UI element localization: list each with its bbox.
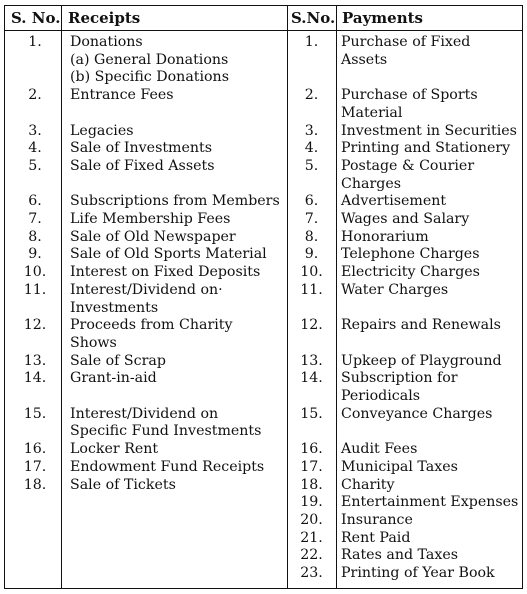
receipts-item-text: Sale of Old Newspaper [70, 228, 236, 245]
payments-row-number: 14. [300, 370, 323, 387]
payments-row-number: 6. [304, 193, 319, 210]
header-divider [5, 30, 522, 31]
payments-item-text: Rates and Taxes [341, 547, 459, 564]
payments-item-text: Conveyance Charges [341, 405, 493, 422]
receipts-item-text: Specific Fund Investments [70, 423, 262, 440]
payments-item-text: Upkeep of Playground [341, 352, 502, 369]
receipts-item-text: Sale of Tickets [70, 476, 176, 493]
receipts-item-text: Life Membership Fees [70, 211, 231, 227]
payments-row-number: 1. [304, 34, 319, 50]
receipts-item-text: Grant-in-aid [70, 370, 157, 387]
receipts-item-text: Proceeds from Charity [70, 317, 233, 334]
payments-row-number: 19. [300, 494, 323, 511]
payments-row-number: 23. [300, 565, 323, 581]
receipts-row-number: 3. [28, 122, 42, 139]
receipts-row-number: 9. [28, 246, 42, 263]
payments-row-number: 15. [300, 405, 323, 422]
receipts-row-number: 16. [23, 441, 47, 458]
payments-item-text: Audit Fees [341, 441, 418, 458]
receipts-item-text: Legacies [70, 122, 134, 139]
payments-item-text: Telephone Charges [341, 246, 480, 263]
payments-item-text: Purchase of Sports [341, 87, 478, 104]
header-receipts: Receipts [68, 9, 141, 27]
payments-row-number: 17. [300, 458, 323, 475]
payments-item-text: Entertainment Expenses [341, 494, 519, 511]
receipts-item-text: (a) General Donations [70, 51, 229, 68]
payments-item-text: Advertisement [341, 193, 447, 210]
payments-row-number: 20. [300, 511, 323, 528]
column-divider [61, 6, 62, 588]
payments-row-number: 18. [300, 476, 323, 493]
header-sno-payments: S.No. [291, 9, 336, 27]
receipts-row-number: 11. [23, 281, 47, 298]
payments-item-text: Wages and Salary [341, 211, 470, 227]
header-sno-receipts: S. No. [11, 9, 61, 27]
payments-row-number: 13. [300, 352, 323, 369]
payments-item-text: Insurance [341, 511, 413, 528]
receipts-item-text: Interest on Fixed Deposits [70, 264, 261, 281]
receipts-row-number: 17. [23, 458, 47, 475]
receipts-row-number: 18. [23, 476, 47, 493]
payments-row-number: 4. [304, 140, 319, 157]
receipts-row-number: 8. [28, 228, 42, 245]
payments-row-number: 5. [304, 157, 319, 174]
receipts-item-text: Investments [70, 299, 159, 316]
receipts-row-number: 6. [28, 193, 42, 210]
payments-item-text: Postage & Courier [341, 157, 475, 174]
payments-item-text: Periodicals [341, 388, 421, 404]
receipts-row-number: 1. [28, 34, 42, 50]
payments-row-number: 10. [300, 264, 323, 281]
payments-item-text: Charity [341, 476, 395, 493]
receipts-row-number: 10. [23, 264, 47, 281]
receipts-item-text: Endowment Fund Receipts [70, 458, 265, 475]
receipts-row-number: 13. [23, 352, 47, 369]
receipts-item-text: (b) Specific Donations [70, 69, 229, 86]
receipts-item-text: Subscriptions from Members [70, 193, 280, 210]
receipts-row-number: 2. [28, 87, 42, 104]
receipts-item-text: Sale of Scrap [70, 352, 166, 369]
payments-item-text: Assets [341, 51, 388, 68]
payments-item-text: Investment in Securities [341, 122, 517, 139]
payments-item-text: Subscription for [341, 370, 458, 387]
receipts-item-text: Locker Rent [70, 441, 159, 458]
payments-item-text: Rent Paid [341, 529, 411, 546]
payments-item-text: Water Charges [341, 281, 449, 298]
payments-row-number: 22. [300, 547, 323, 564]
payments-row-number: 12. [300, 317, 323, 334]
receipts-item-text: Donations [70, 34, 143, 50]
payments-row-number: 2. [304, 87, 319, 104]
payments-item-text: Municipal Taxes [341, 458, 458, 475]
receipts-row-number: 4. [28, 140, 42, 157]
receipts-item-text: Interest/Dividend on [70, 405, 219, 422]
receipts-item-text: Entrance Fees [70, 87, 174, 104]
payments-row-number: 7. [304, 211, 319, 227]
header-payments: Payments [342, 9, 424, 27]
column-divider [336, 6, 337, 588]
payments-row-number: 8. [304, 228, 319, 245]
receipts-row-number: 12. [23, 317, 47, 334]
receipts-row-number: 7. [28, 211, 42, 227]
receipts-item-text: Shows [70, 334, 117, 351]
receipts-item-text: Sale of Investments [70, 140, 213, 157]
payments-item-text: Purchase of Fixed [341, 34, 471, 50]
payments-row-number: 9. [304, 246, 319, 263]
payments-item-text: Electricity Charges [341, 264, 480, 281]
receipts-item-text: Sale of Fixed Assets [70, 157, 215, 174]
receipts-row-number: 14. [23, 370, 47, 387]
payments-row-number: 3. [304, 122, 319, 139]
receipts-item-text: Interest/Dividend on· [70, 281, 223, 298]
payments-item-text: Honorarium [341, 228, 429, 245]
receipts-payments-table [4, 5, 523, 589]
receipts-item-text: Sale of Old Sports Material [70, 246, 267, 263]
payments-item-text: Material [341, 104, 403, 121]
payments-item-text: Printing of Year Book [341, 565, 495, 581]
payments-item-text: Printing and Stationery [341, 140, 511, 157]
payments-row-number: 11. [300, 281, 323, 298]
payments-item-text: Charges [341, 175, 401, 192]
payments-row-number: 16. [300, 441, 323, 458]
payments-row-number: 21. [300, 529, 323, 546]
receipts-row-number: 15. [23, 405, 47, 422]
receipts-row-number: 5. [28, 157, 42, 174]
payments-item-text: Repairs and Renewals [341, 317, 501, 334]
